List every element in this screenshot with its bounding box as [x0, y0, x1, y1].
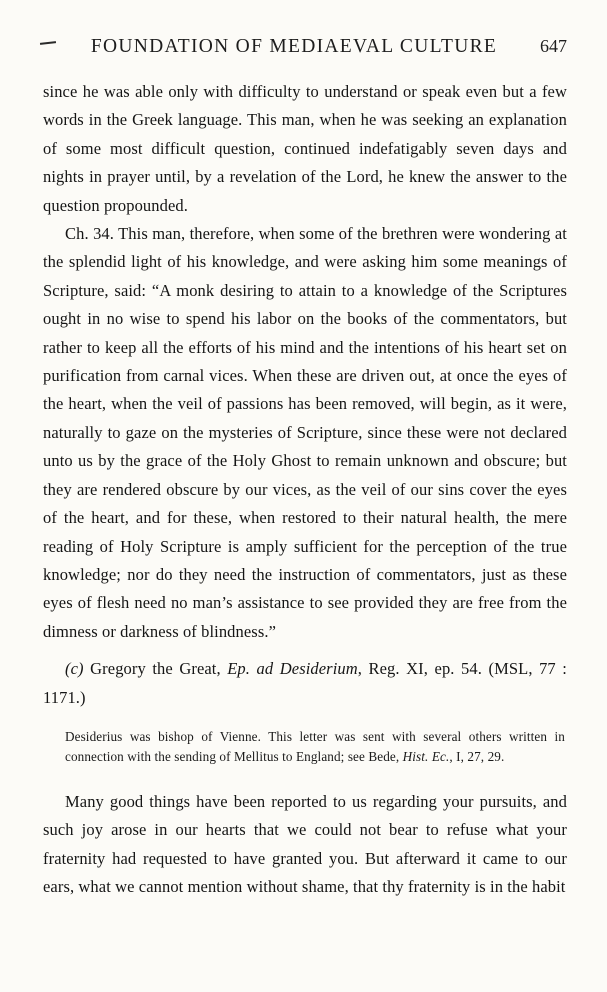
paragraph-chapter-34: Ch. 34. This man, therefore, when some of the brethren were wondering at the splendid light of his knowledge, and were asking him some meanings of Scripture, said: “A monk desiring to attain to a knowledge of the Scriptures ought in no wise to spend his labor on the books of the commentators, but rather to keep all the efforts of his mind and the intentions of his heart set on purification from carnal vices. When these are driven out, at once the eyes of the heart, when the veil of passions has been removed, will begin, as it were, naturally to gaze on the mysteries of Scripture, since these were not declared unto us by the grace of the Holy Ghost to remain unknown and obscure; but they are rendered obscure by our vices, as the veil of our sins cover the eyes of the heart, and for these, when restored to their natural health, the mere reading of Holy Scripture is amply sufficient for the perception of the true knowledge; nor do they need the instruction of commentators, just as these eyes of flesh need no man’s assistance to see provided they are free from the dimness or darkness of blindness.”	[43, 224, 567, 641]
footnote-work-title: Hist. Ec.	[402, 749, 450, 765]
citation-work-title: Ep. ad Desiderium	[227, 659, 358, 679]
citation-text-after: , Reg. XI, ep. 54. (MSL, 77 : 1171.)	[43, 659, 567, 707]
paragraph-letter-opening: Many good things have been reported to us regarding your pursuits, and such joy arose in our hearts that we could not bear to refuse what your fraternity had requested to have granted you. But afterward it came to our ears, what we cannot mention without shame, that thy fraternity is in the habit	[43, 791, 567, 897]
page-header	[40, 36, 567, 64]
footnote-text-after: , I, 27, 29.	[449, 749, 505, 765]
paragraph-continuation: since he was able only with difficulty to understand or speak even but a few words in the Greek language. This man, when he was seeking an explanation of some most difficult question, continued indefatigably seven days and nights in prayer until, by a revelation of the Lord, he knew the answer to the question propounded.	[43, 82, 567, 215]
citation-label: (c)	[65, 659, 84, 679]
citation-block	[43, 655, 567, 712]
citation-text-before: Gregory the Great,	[83, 659, 228, 679]
page-number: 647	[540, 36, 567, 56]
footnote-text-before: Desiderius was bishop of Vienne. This letter was sent with several others written in connection with the sending of Mellitus to England; see Bede,	[65, 728, 565, 765]
footnote-block	[43, 727, 567, 768]
running-head-title: FOUNDATION OF MEDIAEVAL CULTURE	[90, 36, 498, 57]
page-body	[43, 78, 567, 902]
section-spacer	[43, 768, 567, 788]
